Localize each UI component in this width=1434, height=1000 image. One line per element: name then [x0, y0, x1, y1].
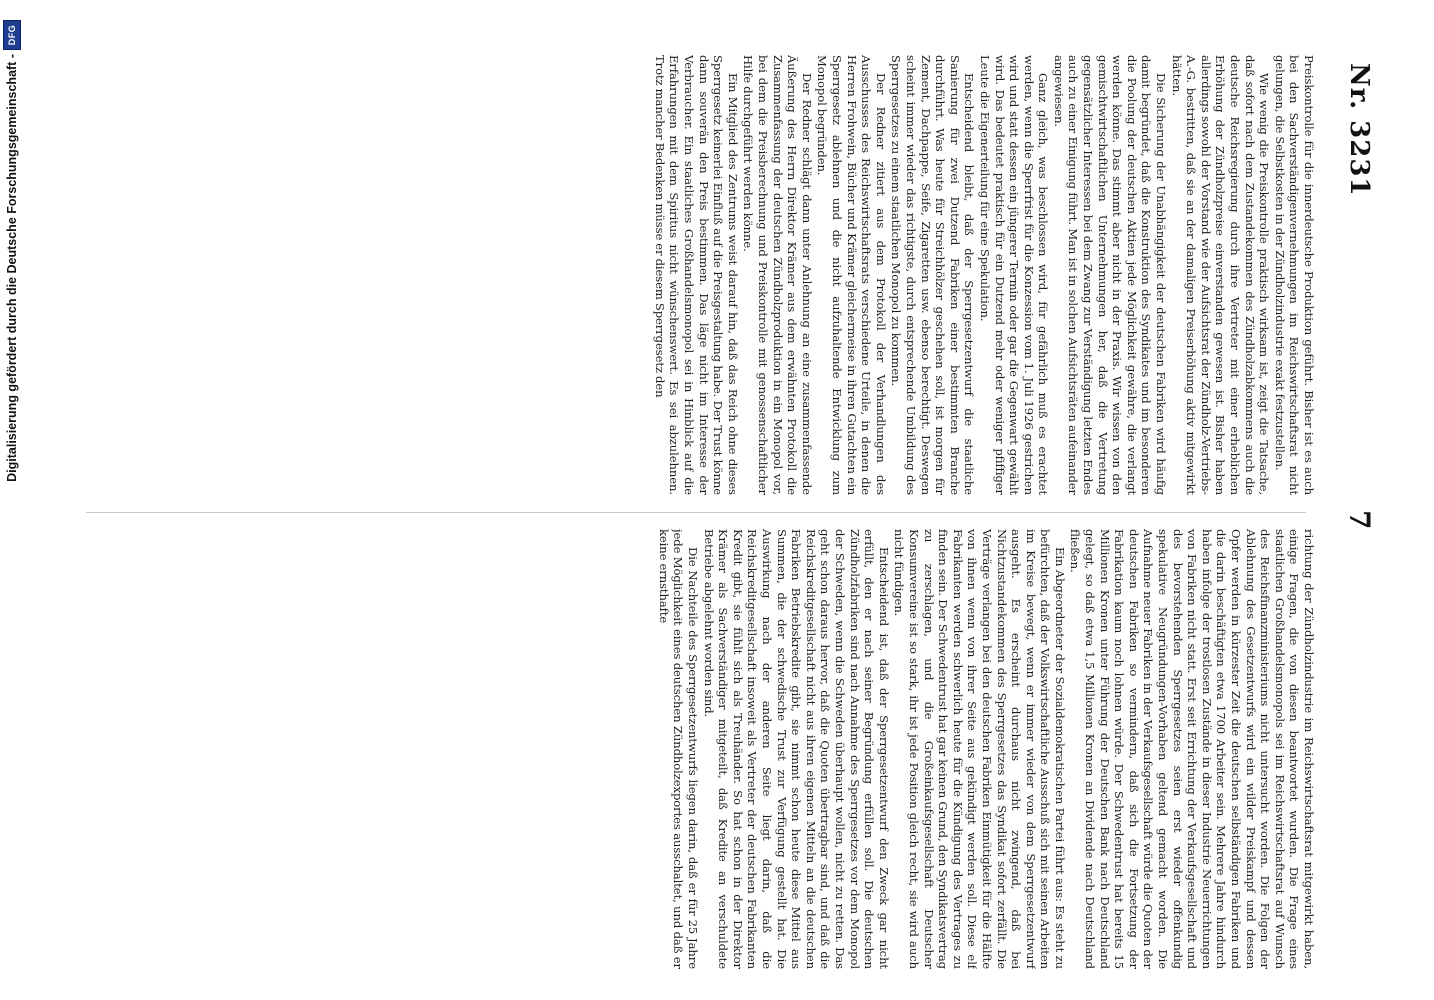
- paragraph: richtung der Zündholzindustrie im Reichswirtschaftsrat mitgewirkt haben, einige Fragen, die von diesen beantwortet wurden. Die Frage eines staatlichen Großhandelsmonopols sei im Reichswirtschaftsrat auf Wunsch des Reichsfinanzministeriums nicht untersucht worden. Die Folgen der Ablehnung des Gesetzentwurfs wird ein wilder Preiskampf und dessen Opfer werden in kürzester Zeit die deutschen selbständigen Fabriken und die darin beschäftigten etwa 1700 Arbeiter sein. Mehrere Jahre hindurch haben infolge der trostlosen Zustände in dieser Industrie Neuerrichtungen von Fabriken nicht statt. Erst seit Errichtung der Verkaufsgesellschaft und des bevorstehenden Sperrgesetzes seien erst wieder offenkundig spekulative Neugründungen-Vorhaben geltend gemacht worden. Die Aufnahme neuer Fabriken in der Verkaufsgesellschaft würde die Quoten der deutschen Fabriken so vermindern, daß sich die Fortsetzung der Fabrikation kaum noch lohnen würde. Der Schwedentrust hat bereits 15 Millionen Kronen unter Führung der Deutschen Bank nach Deutschland gelegt, so daß etwa 1,5 Millionen Kronen an Dividende nach Deutschland fließen.: [1068, 529, 1316, 969]
- left-column: [66, 55, 1316, 495]
- paragraph: Ein Abgeordneter der Sozialdemokratischen Partei führt aus: Es steht zu befürchten, daß der Volkswirtschaftliche Ausschuß sich mit seinen Arbeiten im Kreise bewegt, wenn er immer wieder von dem Sperrgesetzentwurf ausgeht. Es erscheint durchaus nicht zwingend, daß bei Nichtzustandekommen des Sperrgesetzes das Syndikat sofort zerfällt. Die Verträge verlangen bei den deutschen Fabriken Einmütigkeit für die Hälfte von ihnen wenn von ihrer Seite aus gekündigt werden soll. Diese elf Fabrikanten werden schwerlich heute für die Kündigung des Vertrages zu finden sein. Der Schwedentrust hat gar keinen Grund, den Syndikatsvertrag zu zerschlagen, und die Großeinkaufsgesellschaft Deutscher Konsumvereine ist so stark, ihr ist jede Position gleich recht, sie wird auch nicht fündigen.: [892, 529, 1067, 969]
- dfg-logo-icon: DFG: [3, 20, 21, 50]
- digitization-credit-strip: [0, 0, 24, 1000]
- paragraph: Die Sicherung der Unabhängigkeit der deutschen Fabriken wird häufig damit begründet, daß die Konstruktion des Syndikates und im besonderen die Poolung der deutschen Aktien jede Möglichkeit gewähre, die verlangt werden könne. Das stimmt aber nicht in der Praxis. Wir wissen von den gemischtwirtschaftlichen Unternehmungen her, daß die Vertretung gegensätzlicher Interessen bei dem Zwang zur Verständigung letzten Endes auch zu einer Einigung führt. Man ist in solchen Aufsichtsräten aufeinander angewiesen.: [1051, 55, 1169, 495]
- scanned-page: [60, 55, 1380, 980]
- paragraph: Ganz gleich, was beschlossen wird, für gefährlich muß es erachtet werden, wenn die Sperrfrist für die Konzession vom 1. Juli 1926 gestrichen wird und statt dessen ein jüngerer Termin oder gar die Gegenwart gewählt wird. Das bedeutet praktisch für ein Dutzend mehr oder weniger pfiffiger Leute die Eigenerteilung für eine Spekulation.: [977, 55, 1051, 495]
- document-number: Nr. 3231: [1344, 63, 1374, 197]
- paragraph: Entscheidend ist, daß der Sperrgesetzentwurf den Zweck gar nicht erfüllt, den er nach seiner Begründung erfüllen soll. Die deutschen Zündholzfabriken sind nach Annahme des Sperrgesetzes vor dem Monopol der Schweden, wenn die Schweden überhaupt wollen, nicht zu retten. Das geht schon daraus hervor, daß die Quoten übertragbar sind, und daß die Reichskreditgesellschaft nicht aus ihren eigenen Mitteln an die deutschen Fabriken Betriebskredite gibt, sie nimmt schon heute diese Mittel aus Summen, die der schwedische Trust zur Verfügung gestellt hat. Die Auswirkung nach der anderen Seite liegt darin, daß die Reichskreditgesellschaft insoweit als Vertreter der deutschen Fabrikanten Kredit gibt, sie fühlt sich als Treuhänder. So hat schon in der Direktor Krämer als Sachverständiger mitgeteilt, daß Kredite an verschuldete Betriebe abgelehnt worden sind.: [701, 529, 891, 969]
- column-divider: [86, 512, 1306, 513]
- paragraph: Ein Mitglied des Zentrums weist darauf hin, daß das Reich ohne dieses Sperrgesetz keinerlei Einfluß auf die Preisgestaltung habe. Der Trust könne dann souverän den Preis bestimmen. Das läge nicht im Interesse der Verbraucher. Ein staatliches Großhandelsmonopol sei in Hinblick auf die Erfahrungen mit dem Spiritus nicht wünschenswert. Es sei abzulehnen. Trotz mancher Bedenken müsse er diesem Sperrgesetz den: [652, 55, 740, 495]
- digitization-credit: [2, 20, 22, 990]
- paragraph: Der Redner zitiert aus dem Protokoll der Verhandlungen des Ausschusses des Reichswirtschaftsrats verschiedene Urteile, in denen die Herren Frohwein, Bücher und Krämer gleichermeise in ihren Gutachten ein Sperrgesetz ablehnen und die nicht aufzuhaltende Entwicklung zum Monopol begründen.: [815, 55, 888, 495]
- text-columns: [66, 55, 1316, 980]
- right-column: [66, 529, 1316, 969]
- credit-text: Digitalisierung gefördert durch die Deutsche Forschungsgemeinschaft -: [5, 54, 19, 482]
- paragraph: Wie wenig die Preiskontrolle praktisch wirksam ist, zeigt die Tatsache, daß sofort nach dem Zustandekommen des Zündholzabkommens auch die deutsche Reichsregierung durch ihre Vertreter mit einer erheblichen Erhöhung der Zündholzpreise einverstanden gewesen ist. Bisher haben allerdings sowohl der Vorstand wie der Aufsichtsrat der Zündholz-Vertriebs-A.-G. bestritten, daß sie an der damaligen Preiserhöhung aktiv mitgewirkt hätten.: [1169, 55, 1272, 495]
- paragraph: Preiskontrolle für die innerdeutsche Produktion geführt. Bisher ist es auch bei den Sachverständigenvernehmungen im Reichswirtschaftsrat nicht gelungen, die Selbstkosten in der Zündholzindustrie exakt festzustellen.: [1272, 55, 1316, 495]
- page-number: 7: [1343, 510, 1376, 530]
- paragraph: Der Redner schlägt dann unter Anlehnung an eine zusammenfassende Äußerung des Herrn Direktor Krämer aus dem erwähnten Protokoll die Zusammenfassung der deutschen Zündholzproduktion in ein Monopol vor, bei dem die Preisberechnung und Preiskontrolle mit genossenschaftlicher Hilfe durchgeführt werden könne.: [741, 55, 814, 495]
- page-header: [1322, 55, 1380, 980]
- paragraph: Entscheidend bleibt, daß der Sperrgesetzentwurf die staatliche Sanierung für zwei Dutzend Fabriken einer bestimmten Branche durchführt. Was heute für Streichhölzer geschehen soll, ist morgen für Zement, Dachpappe, Seife, Zigaretten usw. ebenso berechtigt. Deswegen scheint immer wieder das richtigste, durch entsprechende Umbildung des Sperrgesetzes zu einem staatlichen Monopol zu kommen.: [889, 55, 977, 495]
- paragraph: Die Nachteile des Sperrgesetzentwurfs liegen darin, daß er für 25 Jahre jede Möglichkeit eines deutschen Zündholzexportes ausschaltet, und daß er keine ernsthafte: [656, 529, 701, 969]
